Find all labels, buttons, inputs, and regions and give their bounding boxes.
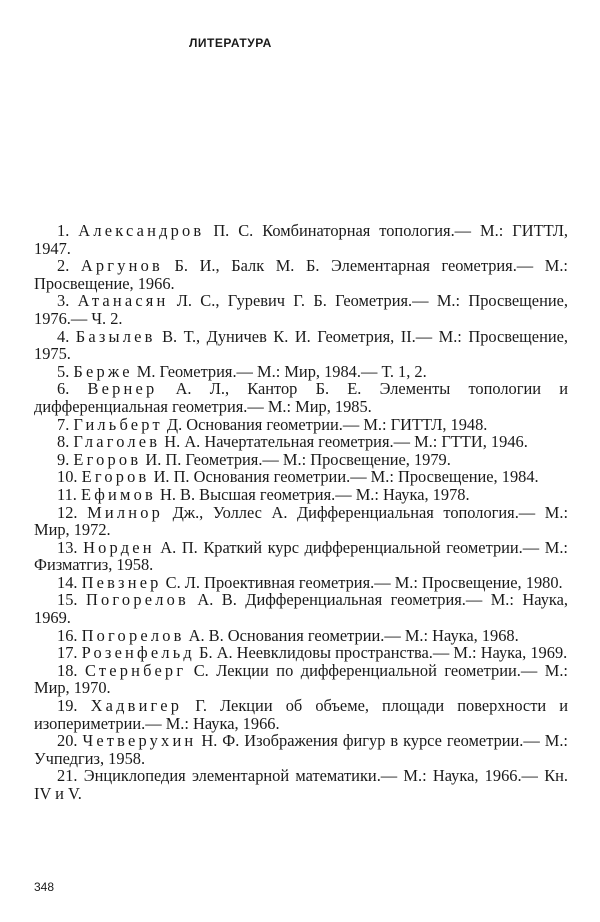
reference-item	[34, 363, 568, 381]
reference-number: 16.	[57, 625, 78, 645]
reference-author: Вернер	[87, 379, 158, 399]
reference-number: 7.	[57, 414, 70, 434]
reference-item	[34, 416, 568, 434]
reference-number: 10.	[57, 467, 78, 487]
reference-number: 11.	[57, 484, 77, 504]
reference-author: Берже	[73, 361, 133, 381]
reference-author: Стернберг	[85, 660, 187, 680]
page-number: 348	[34, 880, 55, 894]
reference-item	[34, 767, 568, 802]
reference-item	[34, 292, 568, 327]
reference-number: 3.	[57, 291, 70, 311]
reference-item	[34, 574, 568, 592]
reference-text: А. В. Дифференциальная геометрия.— М.: Наука, 1969.	[34, 590, 568, 628]
reference-text: А. П. Краткий курс дифференциальной геометрии.— М.: Физматгиз, 1958.	[34, 537, 568, 575]
reference-text: Д. Основания геометрии.— М.: ГИТТЛ, 1948.	[162, 414, 488, 434]
reference-item	[34, 380, 568, 415]
reference-item	[34, 328, 568, 363]
reference-author: Погорелов	[81, 625, 185, 645]
reference-text: И. П. Геометрия.— М.: Просвещение, 1979.	[141, 449, 451, 469]
reference-author: Певзнер	[81, 572, 162, 592]
reference-number: 4.	[57, 326, 70, 346]
reference-number: 18.	[57, 660, 78, 680]
reference-number: 9.	[57, 449, 70, 469]
reference-text: А. В. Основания геометрии.— М.: Наука, 1968.	[184, 625, 519, 645]
reference-author: Егоров	[81, 467, 150, 487]
reference-text: Б. А. Неевклидовы пространства.— М.: Наука, 1969.	[194, 643, 568, 663]
reference-item	[34, 627, 568, 645]
reference-text: И. П. Основания геометрии.— М.: Просвещение, 1984.	[149, 467, 539, 487]
reference-author: Атанасян	[77, 291, 169, 311]
reference-item	[34, 468, 568, 486]
reference-author: Хадвигер	[90, 696, 183, 716]
reference-text: М. Геометрия.— М.: Мир, 1984.— Т. 1, 2.	[132, 361, 427, 381]
reference-item	[34, 504, 568, 539]
reference-text: Л. С., Гуревич Г. Б. Геометрия.— М.: Просвещение, 1976.— Ч. 2.	[34, 291, 568, 328]
reference-author: Аргунов	[80, 256, 163, 276]
reference-item	[34, 644, 568, 662]
reference-item	[34, 539, 568, 574]
reference-author: Розенфельд	[81, 643, 195, 663]
reference-item	[34, 697, 568, 732]
reference-text: Н. А. Начертательная геометрия.— М.: ГТТИ, 1946.	[160, 432, 528, 452]
reference-item	[34, 486, 568, 504]
reference-text: А. Л., Кантор Б. Е. Элементы топологии и дифференциальная геометрия.— М.: Мир, 1985.	[34, 379, 568, 416]
reference-number: 15.	[57, 590, 78, 610]
reference-number: 19.	[57, 696, 78, 716]
reference-item	[34, 451, 568, 469]
reference-number: 6.	[57, 379, 70, 399]
reference-number: 21.	[57, 766, 78, 786]
reference-text: П. С. Комбинаторная топология.— М.: ГИТТЛ, 1947.	[34, 221, 568, 258]
reference-list	[34, 222, 568, 803]
reference-text: Дж., Уоллес А. Дифференциальная топология.— М.: Мир, 1972.	[34, 502, 568, 540]
reference-text: С. Л. Проективная геометрия.— М.: Просвещение, 1980.	[161, 572, 563, 592]
reference-item	[34, 732, 568, 767]
reference-text: Н. Ф. Изображения фигур в курсе геометрии.— М.: Учпедгиз, 1958.	[34, 731, 568, 768]
reference-number: 17.	[57, 643, 78, 663]
reference-text: Н. В. Высшая геометрия.— М.: Наука, 1978.	[155, 484, 470, 504]
reference-author: Александров	[78, 221, 205, 240]
reference-author: Ефимов	[81, 484, 156, 504]
reference-text: Г. Лекции об объеме, площади поверхности и изопериметрии.— М.: Наука, 1966.	[34, 696, 568, 733]
reference-text: В. Т., Дуничев К. И. Геометрия, II.— М.: Просвещение, 1975.	[34, 326, 568, 364]
reference-number: 14.	[57, 572, 78, 592]
reference-item	[34, 222, 568, 257]
reference-number: 1.	[57, 221, 70, 240]
reference-number: 2.	[57, 256, 70, 276]
reference-author: Егоров	[73, 449, 142, 469]
reference-number: 12.	[57, 502, 78, 522]
reference-author: Глаголев	[73, 432, 161, 452]
reference-author: Четверухин	[82, 731, 197, 751]
reference-author: Милнор	[87, 502, 163, 522]
reference-text: Энциклопедия элементарной математики.— М.: Наука, 1966.— Кн. IV и V.	[34, 766, 568, 803]
reference-item	[34, 591, 568, 626]
reference-item	[34, 662, 568, 697]
reference-item	[34, 433, 568, 451]
reference-number: 5.	[57, 361, 70, 381]
reference-author: Норден	[83, 537, 155, 557]
page-title: ЛИТЕРАТУРА	[189, 36, 272, 50]
reference-number: 13.	[57, 537, 78, 557]
reference-author: Гильберт	[73, 414, 163, 434]
reference-text: Б. И., Балк М. Б. Элементарная геометрия.— М.: Просвещение, 1966.	[34, 256, 568, 293]
reference-author: Погорелов	[85, 590, 189, 610]
reference-text: С. Лекции по дифференциальной геометрии.— М.: Мир, 1970.	[34, 660, 568, 698]
reference-author: Базылев	[75, 326, 156, 346]
reference-item	[34, 257, 568, 292]
reference-number: 20.	[57, 731, 78, 751]
reference-number: 8.	[57, 432, 70, 452]
